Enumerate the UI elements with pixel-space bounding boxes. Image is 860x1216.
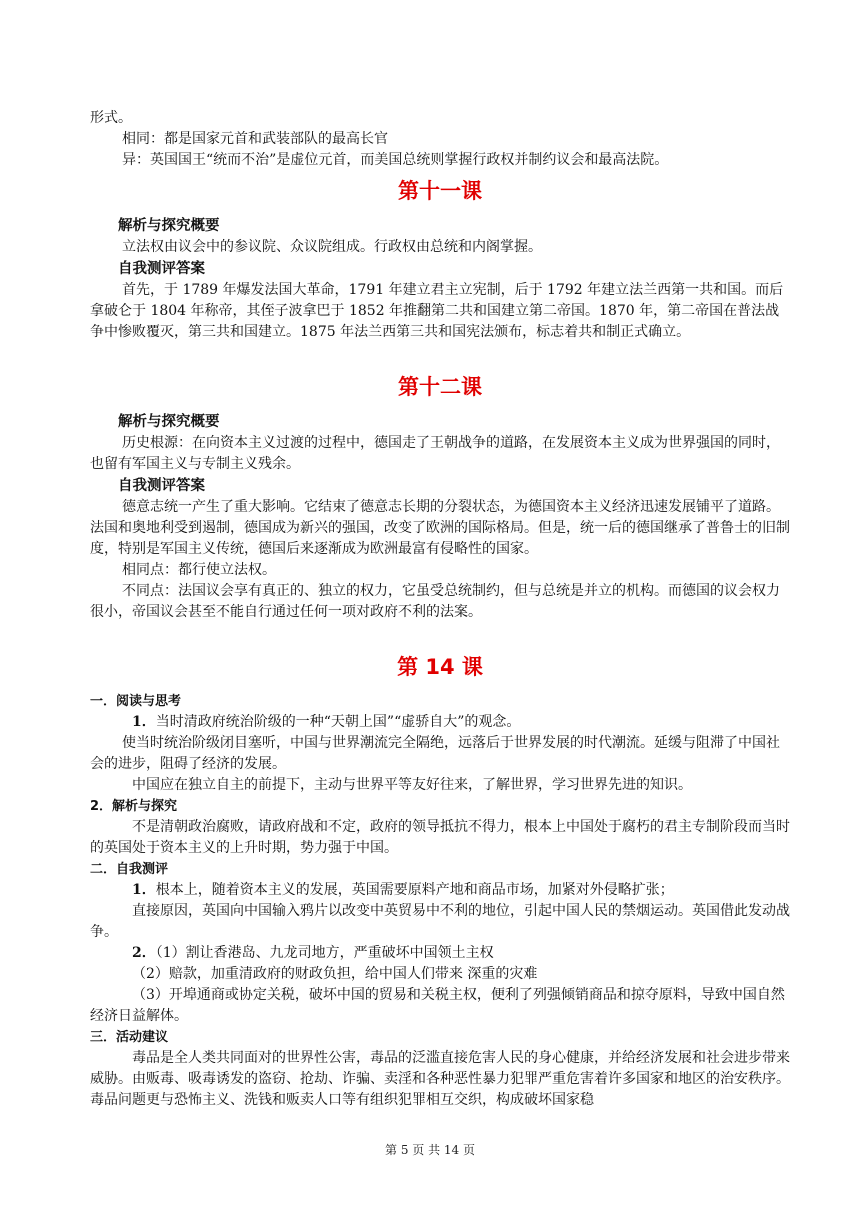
item-text: 当时清政府统治阶级的一种“天朝上国”“虚骄自大”的观念。	[155, 714, 521, 730]
lesson-14-selftest-p5: （3）开埠通商或协定关税，破坏中国的贸易和关税主权，便利了列强倾销商品和掠夺原料，导致中国自然经济日益解体。	[90, 987, 785, 1024]
lesson-12-analysis-text: 历史根源：在向资本主义过渡的过程中，德国走了王朝战争的道路，在发展资本主义成为世界强国的同时，也留有军国主义与专制主义残余。	[90, 435, 780, 472]
page-content	[90, 108, 790, 1111]
item-text: 根本上，随着资本主义的发展，英国需要原料产地和商品市场，加紧对外侵略扩张；	[155, 882, 674, 898]
lesson-14-activity-heading: 三．活动建议	[90, 1030, 169, 1045]
lesson-11-title: 第十一课	[398, 179, 482, 203]
lesson-11-answer-heading: 自我测评答案	[118, 261, 205, 277]
lesson-14-selftest-heading: 二．自我测评	[90, 862, 169, 877]
lesson-11-analysis-heading: 解析与探究概要	[118, 218, 220, 234]
lesson-14-selftest-q2	[90, 943, 790, 964]
lesson-14-reading-heading: 一．阅读与思考	[90, 694, 182, 709]
lesson-14-selftest-q1	[90, 880, 790, 901]
lesson-14-analysis-heading: 2．解析与探究	[90, 799, 178, 814]
comparison-same: 相同：都是国家元首和武装部队的最高长官	[122, 131, 388, 147]
lesson-11-answer-text: 首先，于 1789 年爆发法国大革命，1791 年建立君主立宪制，后于 1792 年建立法兰西第一共和国。而后拿破仑于 1804 年称帝，其侄子波拿巴于 1852 年推翻第二共和国建立第二帝国。1870 年，第二帝国在普法战争中惨败覆灭，第三共和国建立。1875 年法兰西第三共和国宪法颁布，标志着共和制正式确立。	[90, 282, 784, 340]
lesson-12-answer-text: 德意志统一产生了重大影响。它结束了德意志长期的分裂状态，为德国资本主义经济迅速发展铺平了道路。法国和奥地利受到遏制，德国成为新兴的强国，改变了欧洲的国际格局。但是，统一后的德国继承了普鲁士的旧制度，特别是军国主义传统，德国后来逐渐成为欧洲最富有侵略性的国家。	[90, 499, 790, 557]
item-text: （1）割让香港岛、九龙司地方，严重破坏中国领土主权	[155, 945, 494, 961]
lesson-14-selftest-p4: （2）赔款，加重清政府的财政负担，给中国人们带来 深重的灾难	[132, 966, 538, 982]
comparison-diff: 异：英国国王“统而不治”是虚位元首，而美国总统则掌握行政权并制约议会和最高法院。	[122, 152, 669, 168]
item-number: 2．	[132, 945, 156, 961]
page-footer: 第 5 页 共 14 页	[385, 1143, 475, 1157]
lesson-14-reading-p3: 中国应在独立自主的前提下，主动与世界平等友好往来，了解世界，学习世界先进的知识。	[132, 777, 692, 793]
lesson-12-diff-text: 不同点：法国议会享有真正的、独立的权力，它虽受总统制约，但与总统是并立的机构。而德国的议会权力很小，帝国议会甚至不能自行通过任何一项对政府不利的法案。	[90, 583, 780, 620]
lesson-12-same-text: 相同点：都行使立法权。	[122, 562, 276, 578]
text-line: 形式。	[90, 110, 132, 126]
item-number: 1．	[132, 882, 156, 898]
lesson-14-analysis-text: 不是清朝政治腐败，请政府战和不定，政府的领导抵抗不得力，根本上中国处于腐朽的君主专制阶段而当时的英国处于资本主义的上升时期，势力强于中国。	[90, 819, 790, 856]
lesson-14-reading-p2: 使当时统治阶级闭目塞听，中国与世界潮流完全隔绝，远落后于世界发展的时代潮流。延缓与阻滞了中国社会的进步，阻碍了经济的发展。	[90, 735, 780, 772]
lesson-14-reading-q1	[90, 712, 790, 733]
lesson-12-title: 第十二课	[398, 375, 482, 399]
item-number: 1．	[132, 714, 156, 730]
lesson-11-analysis-text: 立法权由议会中的参议院、众议院组成。行政权由总统和内阁掌握。	[122, 239, 542, 255]
lesson-12-analysis-heading: 解析与探究概要	[118, 414, 220, 430]
lesson-12-answer-heading: 自我测评答案	[118, 478, 205, 494]
lesson-14-activity-text: 毒品是全人类共同面对的世界性公害，毒品的泛滥直接危害人民的身心健康，并给经济发展和社会进步带来威胁。由贩毒、吸毒诱发的盗窃、抢劫、诈骗、卖淫和各种恶性暴力犯罪严重危害着许多国家和地区的治安秩序。毒品问题更与恐怖主义、洗钱和贩卖人口等有组织犯罪相互交织，构成破坏国家稳	[90, 1050, 790, 1108]
lesson-14-selftest-p2: 直接原因，英国向中国输入鸦片以改变中英贸易中不利的地位，引起中国人民的禁烟运动。英国借此发动战争。	[90, 903, 790, 940]
lesson-14-title: 第 14 课	[397, 655, 483, 679]
